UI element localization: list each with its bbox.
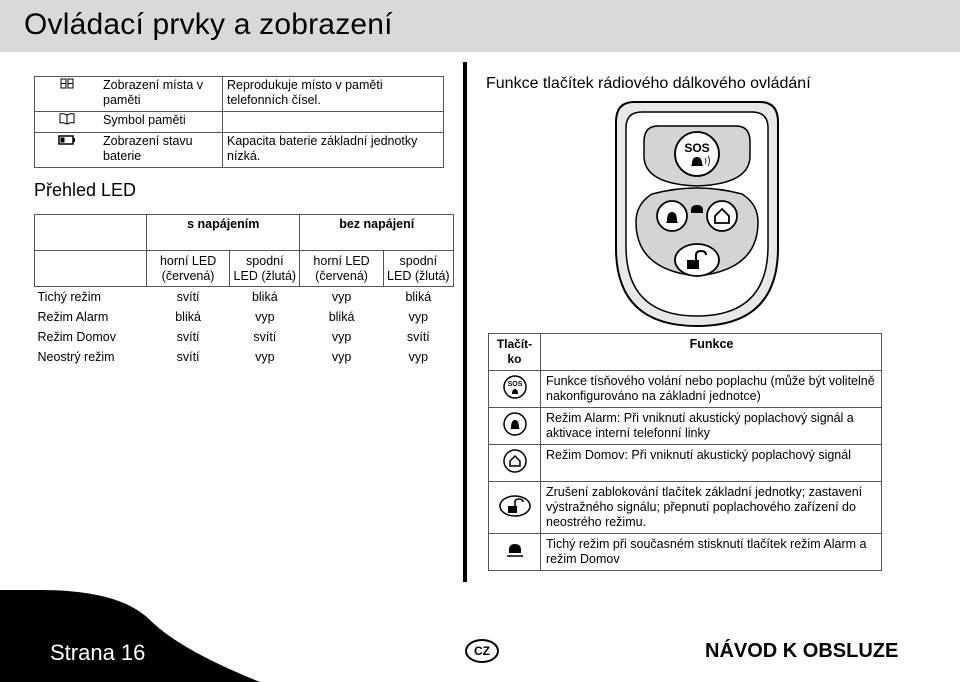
function-text: Tichý režim při současném stisknutí tlačítek režim Alarm a režim Domov [541,534,882,571]
legend-name: Zobrazení stavu baterie [99,133,223,168]
led-state: vyp [408,309,429,324]
footer-manual-title: NÁVOD K OBSLUZE [705,640,899,662]
led-state: bliká [251,289,278,304]
led-state: svítí [406,329,430,344]
col-button: Tlačít-ko [489,334,541,371]
group-without-power: bez napájení [300,215,454,251]
led-state: svítí [176,289,200,304]
table-row [35,327,454,347]
display-legend-table [34,76,444,168]
led-state: vyp [331,329,352,344]
unlock-button [675,244,719,276]
table-row [35,112,444,133]
button-function-table [488,333,882,571]
alarm-button [657,201,687,231]
table-row [35,287,454,308]
silent-icon [489,534,541,571]
home-button [707,201,737,231]
table-row [489,371,882,408]
led-heading: Přehled LED [34,180,137,200]
function-text: Zrušení zablokování tlačítek základní jednotky; zastavení výstražného signálu; přepnutí poplachového zařízení do neostrého režimu. [541,482,882,534]
col-function: Funkce [541,334,882,371]
table-row [489,445,882,482]
mode-label: Režim Domov [37,329,116,344]
col-upper-red: horní LED (červená) [147,251,230,287]
mode-label: Neostrý režim [37,349,115,364]
legend-name: Zobrazení místa v paměti [99,77,223,112]
function-text: Režim Alarm: Při vniknutí akustický poplachový signál a aktivace interní telefonní linky [541,408,882,445]
table-row [35,77,444,112]
function-text: Režim Domov: Při vniknutí akustický poplachový signál [541,445,882,482]
led-state: vyp [331,289,352,304]
sos-button-text: SOS [507,381,523,388]
led-state: svítí [176,329,200,344]
legend-desc: Kapacita baterie základní jednotky nízká. [223,133,444,168]
home-icon [489,445,541,482]
country-badge: CZ [465,639,499,663]
col-lower-yellow: spodní LED (žlutá) [230,251,300,287]
led-state: bliká [405,289,432,304]
led-state: bliká [175,309,201,324]
table-row [489,534,882,571]
table-header-row [35,215,454,251]
table-row [35,347,454,367]
table-header-row [35,251,454,287]
led-overview-table [34,214,454,367]
remote-sos-label: SOS [684,141,710,155]
unlock-icon [489,482,541,534]
remote-control-illustration [612,98,782,330]
led-state: vyp [408,349,429,364]
sos-button-icon [489,371,541,408]
legend-desc [223,112,444,133]
footer-background [0,590,960,682]
legend-desc: Reprodukuje místo v paměti telefonních čísel. [223,77,444,112]
mode-label: Režim Alarm [37,309,109,324]
alarm-bell-icon [489,408,541,445]
table-row [35,307,454,327]
led-state: vyp [255,309,275,324]
book-icon [35,112,100,133]
table-row [489,482,882,534]
column-divider [463,62,467,582]
table-header-row [489,334,882,371]
function-text: Funkce tísňového volání nebo poplachu (může být volitelně nakonfigurováno na základní jednotce) [541,371,882,408]
sos-button [644,126,750,186]
battery-icon [35,133,100,168]
led-state: vyp [255,349,275,364]
page-title: Ovládací prvky a zobrazení [24,8,393,41]
led-state: bliká [328,309,355,324]
col-lower-yellow: spodní LED (žlutá) [383,251,453,287]
led-state: svítí [176,349,200,364]
legend-name: Symbol paměti [99,112,223,133]
digits-icon [35,77,100,112]
led-state: svítí [253,329,277,344]
col-upper-red: horní LED (červená) [300,251,383,287]
remote-title: Funkce tlačítek rádiového dálkového ovládání [486,75,811,92]
mode-label: Tichý režim [37,289,101,304]
footer-page-number: Strana 16 [50,640,146,665]
group-with-power: s napájením [147,215,300,251]
table-row [489,408,882,445]
led-state: vyp [331,349,352,364]
table-row [35,133,444,168]
